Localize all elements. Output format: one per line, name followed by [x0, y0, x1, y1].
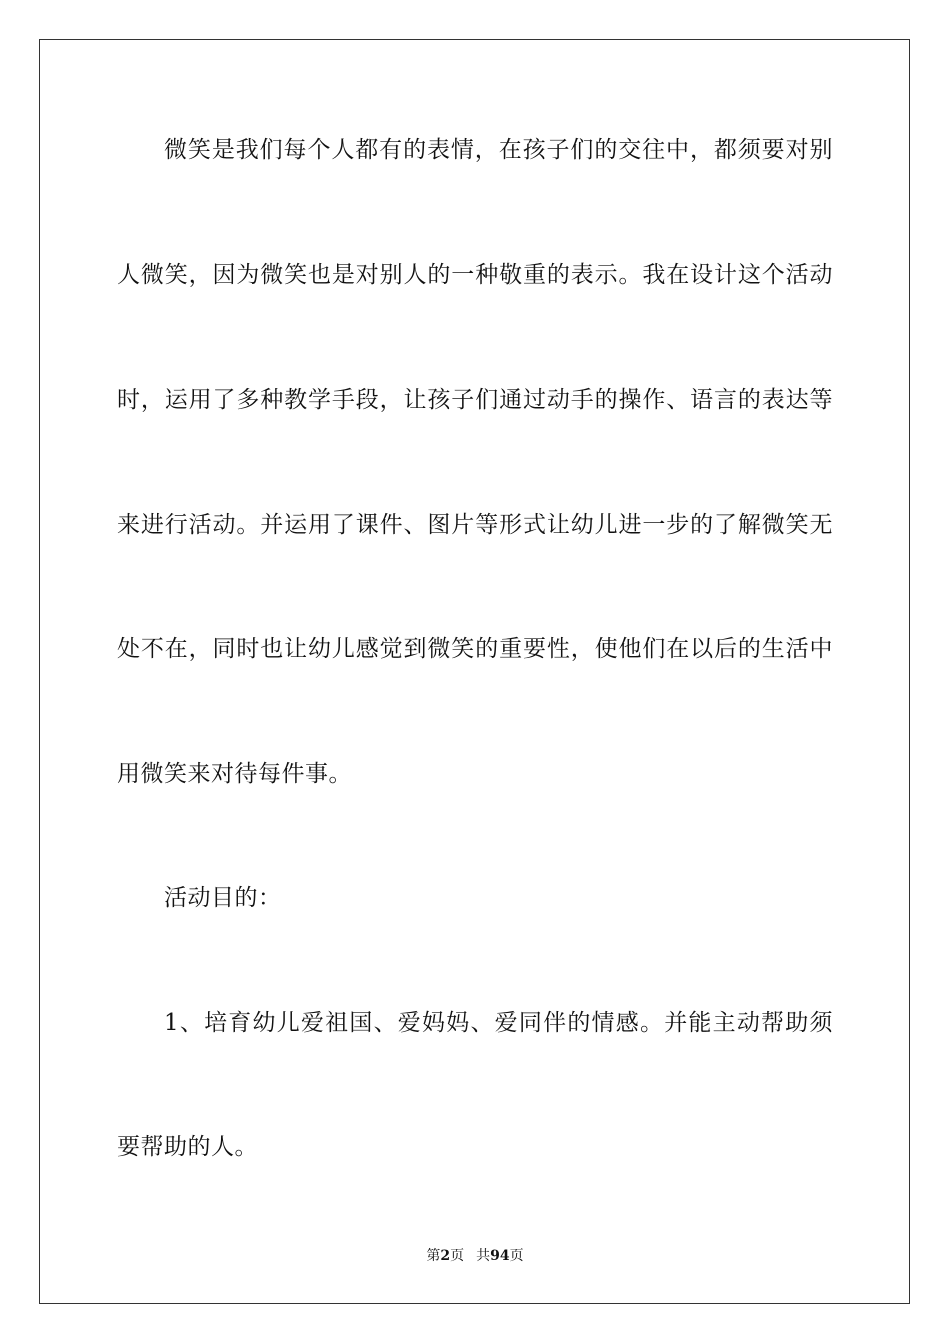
paragraph-line-5: 处不在，同时也让幼儿感觉到微笑的重要性，使他们在以后的生活中: [117, 636, 833, 662]
list-item-1-line-2: 要帮助的人。: [117, 1134, 258, 1160]
section-heading: 活动目的：: [164, 885, 282, 911]
paragraph-line-3: 时，运用了多种教学手段，让孩子们通过动手的操作、语言的表达等: [117, 387, 833, 413]
paragraph-line-4: 来进行活动。并运用了课件、图片等形式让幼儿进一步的了解微笑无: [117, 512, 833, 538]
footer-total-prefix: 共: [476, 1248, 491, 1264]
page-footer: [0, 1247, 950, 1265]
paragraph-line-2: 人微笑，因为微笑也是对别人的一种敬重的表示。我在设计这个活动: [117, 262, 833, 288]
footer-page-suffix: 页: [450, 1248, 465, 1264]
page-frame: [39, 39, 910, 1304]
list-item-1-line-1: 1、培育幼儿爱祖国、爱妈妈、爱同伴的情感。并能主动帮助须: [164, 1010, 833, 1036]
paragraph-line-6: 用微笑来对待每件事。: [117, 761, 352, 787]
footer-total-suffix: 页: [509, 1248, 524, 1264]
paragraph-line-1: 微笑是我们每个人都有的表情，在孩子们的交往中，都须要对别: [164, 137, 833, 163]
footer-page-prefix: 第: [426, 1248, 441, 1264]
footer-page-number: 2: [440, 1248, 451, 1264]
footer-total-pages: 94: [490, 1248, 510, 1264]
